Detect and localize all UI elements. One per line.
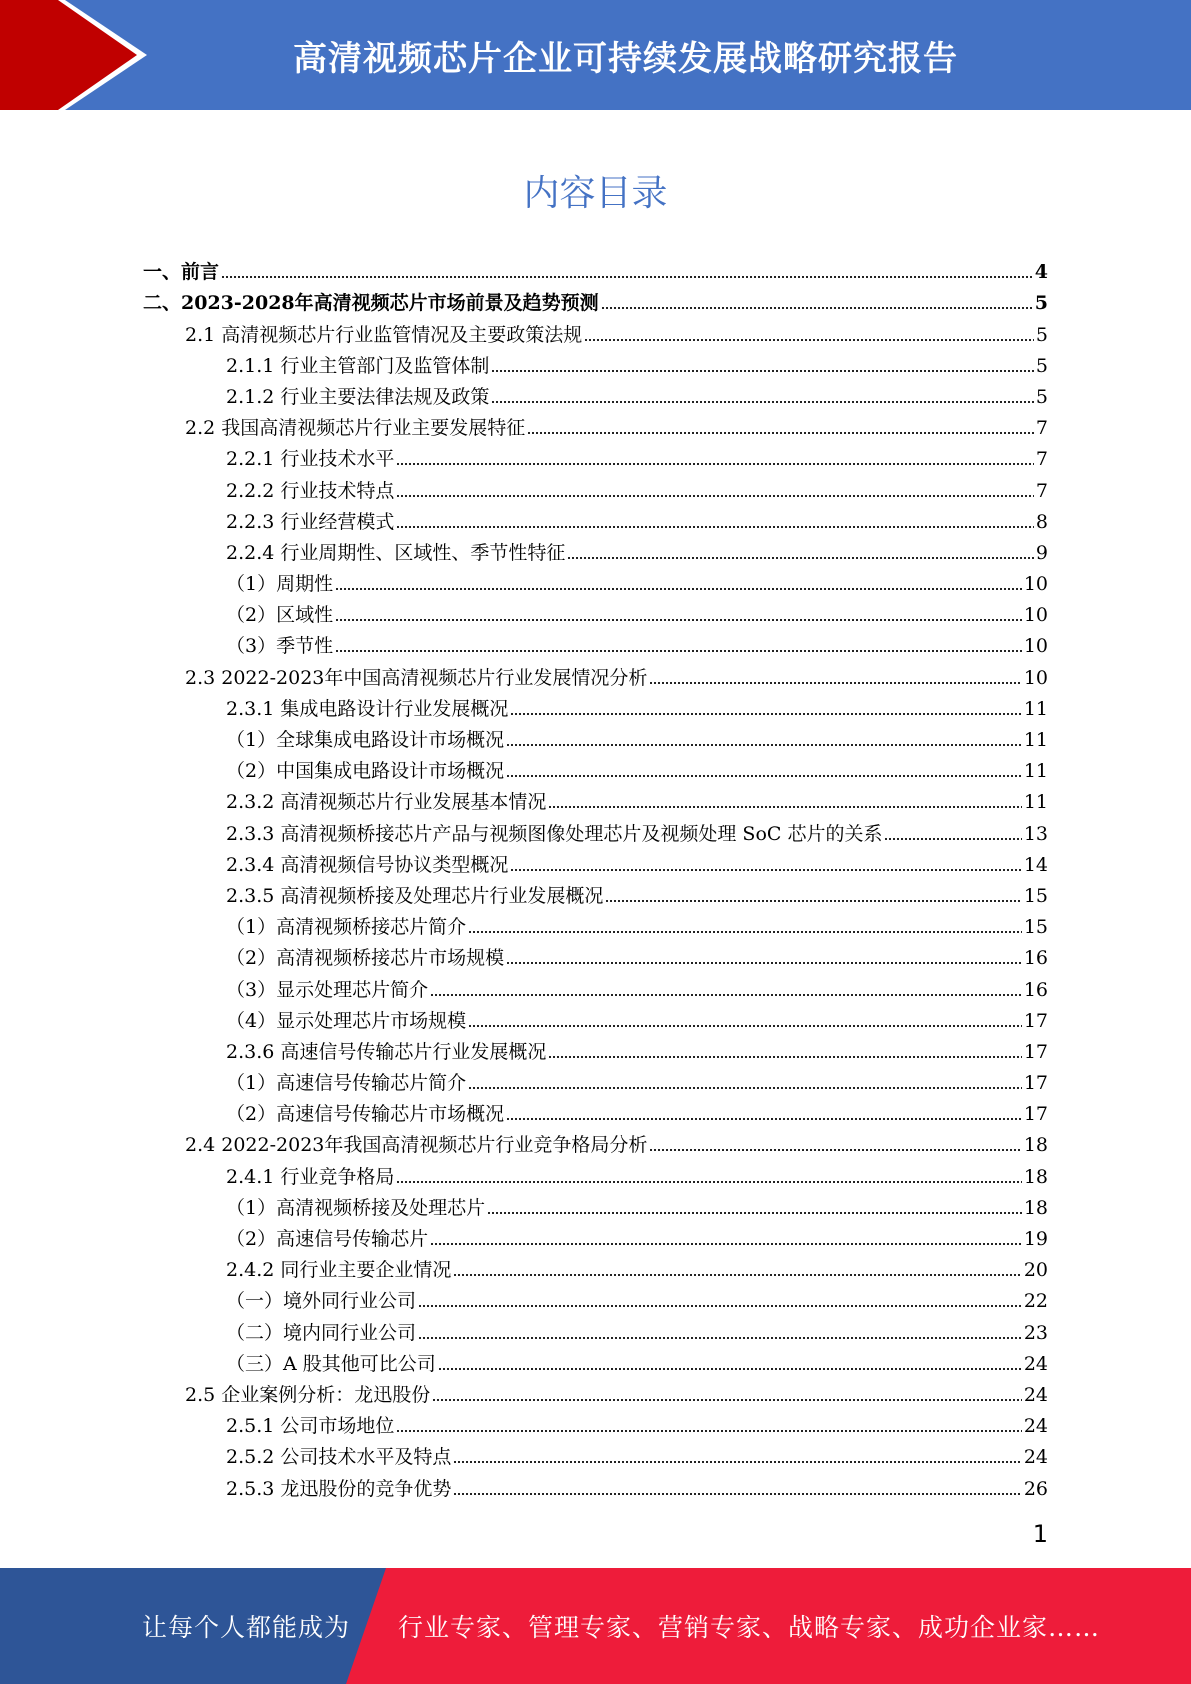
toc-dot-leader (567, 556, 1034, 560)
toc-entry[interactable] (143, 409, 1048, 440)
toc-dot-leader (396, 1180, 1021, 1184)
toc-dot-leader (432, 1398, 1022, 1402)
toc-entry[interactable] (143, 658, 1048, 689)
toc-dot-leader (487, 1211, 1022, 1215)
toc-entry[interactable] (143, 1002, 1048, 1033)
toc-entry-page: 5 (1035, 354, 1048, 377)
toc-dot-leader (468, 930, 1022, 934)
toc-entry[interactable] (143, 1251, 1048, 1282)
toc-entry-label: 2.1.1 行业主管部门及监管体制 (226, 354, 490, 377)
toc-entry-page: 14 (1023, 853, 1048, 876)
toc-entry-page: 10 (1023, 573, 1048, 596)
toc-entry-label: 2.3.6 高速信号传输芯片行业发展概况 (226, 1040, 547, 1063)
toc-entry-label: （1）高清视频桥接及处理芯片 (226, 1196, 486, 1219)
toc-dot-leader (491, 400, 1034, 404)
toc-entry[interactable] (143, 378, 1048, 409)
toc-entry-page: 18 (1023, 1165, 1048, 1188)
toc-entry-label: （3）季节性 (226, 635, 334, 658)
toc-dot-leader (335, 587, 1022, 591)
toc-dot-leader (649, 1148, 1021, 1152)
toc-entry-page: 15 (1023, 916, 1048, 939)
toc-dot-leader (548, 805, 1021, 809)
toc-entry-page: 7 (1035, 479, 1048, 502)
toc-entry[interactable] (143, 970, 1048, 1001)
toc-entry[interactable] (143, 503, 1048, 534)
toc-entry-label: 2.5.3 龙迅股份的竞争优势 (226, 1477, 452, 1500)
toc-dot-leader (396, 462, 1034, 466)
toc-entry-label: （3）显示处理芯片简介 (226, 978, 429, 1001)
toc-entry-label: （三）A 股其他可比公司 (226, 1352, 436, 1375)
toc-dot-leader (884, 837, 1021, 841)
toc-dot-leader (506, 961, 1022, 965)
toc-entry-page: 10 (1023, 666, 1048, 689)
toc-entry[interactable] (143, 534, 1048, 565)
toc-entry-page: 11 (1023, 697, 1048, 720)
toc-entry-page: 26 (1023, 1477, 1048, 1500)
page-footer (0, 1568, 1191, 1684)
toc-dot-leader (438, 1367, 1022, 1371)
toc-entry[interactable] (143, 877, 1048, 908)
toc-dot-leader (584, 338, 1034, 342)
toc-entry-label: 一、前言 (143, 261, 220, 284)
toc-dot-leader (418, 1336, 1022, 1340)
toc-dot-leader (221, 275, 1033, 279)
toc-entry-label: 2.2.1 行业技术水平 (226, 448, 395, 471)
toc-entry[interactable] (143, 1157, 1048, 1188)
toc-entry-label: 2.5 企业案例分析：龙迅股份 (185, 1383, 431, 1406)
toc-entry-page: 8 (1035, 510, 1048, 533)
toc-entry-page: 11 (1023, 791, 1048, 814)
toc-entry-page: 11 (1023, 729, 1048, 751)
toc-dot-leader (430, 1242, 1022, 1246)
toc-dot-leader (468, 1086, 1022, 1090)
toc-entry-label: 2.1.2 行业主要法律法规及政策 (226, 385, 490, 408)
toc-entry-page: 17 (1023, 1040, 1048, 1063)
toc-entry-page: 16 (1023, 978, 1048, 1001)
toc-entry[interactable] (143, 752, 1048, 783)
footer-slogan-right: 行业专家、管理专家、营销专家、战略专家、成功企业家…… (398, 1613, 1101, 1642)
toc-dot-leader (605, 899, 1021, 903)
toc-entry-page: 24 (1023, 1415, 1048, 1438)
toc-entry[interactable] (143, 846, 1048, 877)
toc-entry-page: 7 (1035, 417, 1048, 440)
toc-dot-leader (453, 1492, 1021, 1496)
footer-slogan-left: 让每个人都能成为 (142, 1613, 351, 1642)
toc-dot-leader (396, 525, 1034, 529)
toc-entry-page: 17 (1023, 1103, 1048, 1126)
toc-entry[interactable] (143, 1033, 1048, 1064)
toc-entry[interactable] (143, 627, 1048, 658)
toc-dot-leader (396, 1429, 1021, 1433)
toc-entry-label: 2.3 2022-2023年中国高清视频芯片行业发展情况分析 (185, 666, 648, 689)
toc-dot-leader (430, 993, 1022, 997)
toc-entry-page: 20 (1023, 1259, 1048, 1282)
toc-entry-label: （一）境外同行业公司 (226, 1290, 417, 1313)
toc-entry-label: （二）境内同行业公司 (226, 1321, 417, 1344)
toc-entry-page: 19 (1023, 1228, 1048, 1250)
toc-entry[interactable] (143, 1376, 1048, 1407)
toc-entry[interactable] (143, 1064, 1048, 1095)
toc-entry[interactable] (143, 1313, 1048, 1344)
toc-entry-label: （1）高速信号传输芯片简介 (226, 1072, 467, 1095)
toc-dot-leader (335, 649, 1022, 653)
toc-entry[interactable] (143, 1126, 1048, 1157)
toc-entry-page: 22 (1023, 1290, 1048, 1313)
toc-entry[interactable] (143, 1282, 1048, 1313)
toc-dot-leader (649, 681, 1021, 685)
toc-entry[interactable] (143, 284, 1048, 315)
toc-dot-leader (506, 774, 1022, 778)
toc-entry-label: （2）高清视频桥接芯片市场规模 (226, 947, 505, 970)
toc-entry-label: 2.2.4 行业周期性、区域性、季节性特征 (226, 541, 566, 564)
toc-entry-page: 24 (1023, 1383, 1048, 1406)
toc-entry-page: 18 (1023, 1196, 1048, 1219)
toc-dot-leader (510, 868, 1021, 872)
toc-entry-label: （4）显示处理芯片市场规模 (226, 1009, 467, 1032)
toc-entry-label: （1）高清视频桥接芯片简介 (226, 916, 467, 939)
toc-entry-page: 11 (1023, 760, 1048, 783)
toc-entry-page: 9 (1035, 541, 1048, 564)
toc-entry-label: 2.4.2 同行业主要企业情况 (226, 1259, 452, 1282)
toc-entry[interactable] (143, 1095, 1048, 1126)
toc-entry-label: 2.3.1 集成电路设计行业发展概况 (226, 697, 509, 720)
toc-entry[interactable] (143, 565, 1048, 596)
toc-dot-leader (601, 306, 1033, 310)
toc-entry-page: 24 (1023, 1446, 1048, 1469)
page-header (0, 0, 1191, 110)
toc-entry-label: （1）全球集成电路设计市场概况 (226, 729, 505, 751)
toc-entry-label: （2）高速信号传输芯片 (226, 1228, 429, 1250)
toc-entry[interactable] (143, 1469, 1048, 1500)
toc-entry-label: 二、2023-2028年高清视频芯片市场前景及趋势预测 (143, 292, 599, 315)
toc-entry-label: （2）高速信号传输芯片市场概况 (226, 1103, 505, 1126)
toc-entry-page: 15 (1023, 884, 1048, 907)
toc-entry[interactable] (143, 939, 1048, 970)
toc-entry[interactable] (143, 315, 1048, 346)
toc-entry-page: 7 (1035, 448, 1048, 471)
toc-entry-label: 2.2 我国高清视频芯片行业主要发展特征 (185, 417, 526, 440)
toc-dot-leader (491, 369, 1034, 373)
toc-entry-label: 2.3.5 高清视频桥接及处理芯片行业发展概况 (226, 884, 604, 907)
toc-entry-label: 2.2.2 行业技术特点 (226, 479, 395, 502)
toc-entry[interactable] (143, 908, 1048, 939)
toc-entry-label: 2.5.1 公司市场地位 (226, 1415, 395, 1438)
toc-dot-leader (548, 1055, 1021, 1059)
toc-dot-leader (453, 1460, 1021, 1464)
toc-entry-page: 18 (1023, 1134, 1048, 1157)
toc-heading: 内容目录 (523, 173, 668, 214)
toc-dot-leader (453, 1273, 1021, 1277)
toc-entry-page: 16 (1023, 947, 1048, 970)
toc-entry-label: 2.3.3 高清视频桥接芯片产品与视频图像处理芯片及视频处理 SoC 芯片的关系 (226, 822, 883, 845)
toc-dot-leader (396, 494, 1034, 498)
toc-dot-leader (527, 431, 1034, 435)
toc-entry[interactable] (143, 347, 1048, 378)
toc-entry-page: 17 (1023, 1072, 1048, 1095)
toc-entry-page: 10 (1023, 604, 1048, 627)
toc-entry-page: 5 (1035, 323, 1048, 346)
toc-entry-label: （2）区域性 (226, 604, 334, 627)
toc-entry[interactable] (143, 596, 1048, 627)
table-of-contents (143, 253, 1048, 1501)
toc-entry-page: 24 (1023, 1352, 1048, 1375)
toc-entry-page: 23 (1023, 1321, 1048, 1344)
toc-entry-label: （2）中国集成电路设计市场概况 (226, 760, 505, 783)
toc-entry[interactable] (143, 690, 1048, 721)
toc-entry-page: 17 (1023, 1009, 1048, 1032)
toc-entry[interactable] (143, 1220, 1048, 1251)
toc-entry[interactable] (143, 814, 1048, 845)
toc-entry-label: 2.3.2 高清视频芯片行业发展基本情况 (226, 791, 547, 814)
toc-dot-leader (506, 743, 1022, 747)
toc-dot-leader (510, 712, 1021, 716)
toc-entry[interactable] (143, 783, 1048, 814)
toc-entry[interactable] (143, 721, 1048, 752)
toc-dot-leader (335, 618, 1022, 622)
toc-entry-page: 5 (1034, 292, 1048, 315)
toc-entry-page: 4 (1034, 261, 1048, 284)
toc-dot-leader (468, 1024, 1022, 1028)
toc-entry-label: 2.4.1 行业竞争格局 (226, 1165, 395, 1188)
page-number: 1 (1032, 1520, 1048, 1548)
toc-entry[interactable] (143, 1407, 1048, 1438)
toc-entry-page: 5 (1035, 385, 1048, 408)
toc-entry[interactable] (143, 440, 1048, 471)
toc-entry[interactable] (143, 1345, 1048, 1376)
toc-entry-label: 2.5.2 公司技术水平及特点 (226, 1446, 452, 1469)
toc-entry[interactable] (143, 471, 1048, 502)
toc-entry-label: 2.2.3 行业经营模式 (226, 510, 395, 533)
toc-entry-page: 10 (1023, 635, 1048, 658)
toc-entry-label: （1）周期性 (226, 573, 334, 596)
toc-dot-leader (506, 1117, 1022, 1121)
header-arrow-icon (0, 0, 160, 110)
toc-dot-leader (418, 1304, 1022, 1308)
toc-entry-label: 2.4 2022-2023年我国高清视频芯片行业竞争格局分析 (185, 1134, 648, 1157)
toc-entry[interactable] (143, 1189, 1048, 1220)
toc-entry[interactable] (143, 253, 1048, 284)
toc-entry[interactable] (143, 1438, 1048, 1469)
toc-entry-label: 2.1 高清视频芯片行业监管情况及主要政策法规 (185, 323, 583, 346)
toc-entry-page: 13 (1023, 822, 1048, 845)
report-title: 高清视频芯片企业可持续发展战略研究报告 (293, 38, 958, 79)
toc-entry-label: 2.3.4 高清视频信号协议类型概况 (226, 853, 509, 876)
